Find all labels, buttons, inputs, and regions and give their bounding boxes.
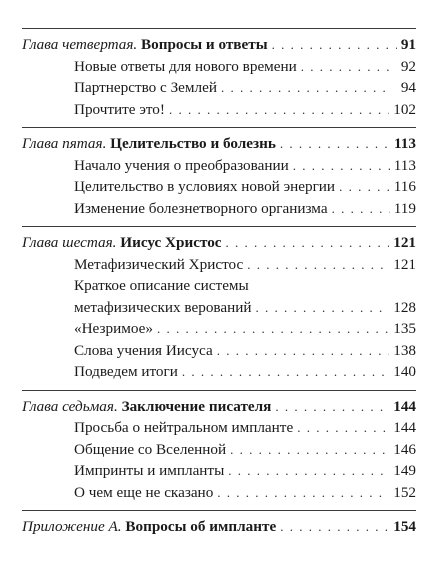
chapter-title: Целительство и болезнь (110, 135, 276, 152)
toc-entry[interactable] (22, 297, 416, 319)
entry-label: Новые ответы для нового времени (74, 57, 297, 75)
chapter-prefix: Глава четвертая. (22, 36, 138, 53)
chapter-page-number: 91 (400, 36, 416, 53)
chapter-title: Вопросы об импланте (125, 518, 277, 535)
leader-dots (293, 155, 390, 177)
chapter-prefix: Глава шестая. (22, 234, 117, 251)
entry-label: Прочтите это! (74, 100, 165, 118)
entry-page-number: 102 (393, 100, 416, 118)
leader-dots (272, 34, 397, 56)
entry-page-number: 152 (393, 483, 416, 501)
toc-entry[interactable] (22, 417, 416, 439)
toc-entry[interactable] (22, 460, 416, 482)
entry-label: Метафизический Христос (74, 255, 244, 273)
chapter-section (22, 390, 416, 511)
entry-page-number: 146 (393, 440, 416, 458)
chapter-label (22, 34, 268, 56)
entry-label: О чем еще не сказано (74, 483, 214, 501)
entry-page-number: 94 (400, 79, 416, 96)
entry-label: Слова учения Иисуса (74, 341, 213, 359)
leader-dots (157, 318, 389, 340)
leader-dots (221, 77, 392, 99)
chapter-label (22, 232, 222, 254)
chapter-heading[interactable] (22, 133, 416, 155)
chapter-label (22, 516, 276, 538)
toc-entry[interactable] (22, 56, 416, 78)
entry-label: Просьба о нейтральном импланте (74, 419, 294, 436)
chapter-heading[interactable] (22, 396, 416, 418)
leader-dots (217, 340, 389, 362)
entry-page-number: 149 (393, 462, 416, 479)
toc-entry[interactable] (22, 482, 416, 504)
entry-page-number: 135 (393, 320, 416, 337)
leader-dots (297, 417, 389, 439)
entry-label: Целительство в условиях новой энергии (74, 178, 336, 195)
entry-page-number: 140 (393, 363, 416, 380)
entry-page-number: 144 (393, 419, 416, 436)
chapter-title: Заключение писателя (121, 397, 272, 415)
appendix-heading[interactable] (22, 516, 416, 538)
table-of-contents (22, 28, 416, 545)
chapter-title: Иисус Христос (120, 234, 222, 251)
leader-dots (228, 460, 389, 482)
chapter-heading[interactable] (22, 34, 416, 56)
chapter-label (22, 133, 276, 155)
entry-label-first-line[interactable]: Краткое описание системы (74, 277, 249, 294)
toc-entry[interactable] (22, 155, 416, 177)
leader-dots (275, 396, 389, 418)
leader-dots (230, 439, 389, 461)
entry-label: Подведем итоги (74, 363, 178, 380)
entry-page-number: 138 (393, 341, 416, 359)
entry-label: метафизических верований (74, 298, 252, 316)
entry-page-number: 113 (393, 156, 416, 174)
entry-page-number: 92 (400, 57, 416, 75)
leader-dots (280, 516, 389, 538)
toc-entry[interactable] (22, 361, 416, 383)
entry-page-number: 121 (393, 255, 416, 273)
toc-entry[interactable] (22, 99, 416, 121)
entry-page-number: 128 (393, 298, 416, 316)
entry-page-number: 119 (393, 199, 416, 217)
chapter-page-number: 121 (393, 234, 416, 251)
leader-dots (169, 99, 389, 121)
chapter-section (22, 28, 416, 127)
chapter-section (22, 226, 416, 390)
chapter-prefix: Приложение А. (22, 518, 122, 535)
toc-entry[interactable] (22, 439, 416, 461)
leader-dots (217, 482, 389, 504)
entry-page-number: 116 (393, 178, 416, 195)
toc-entry[interactable] (22, 198, 416, 220)
toc-entry[interactable] (22, 340, 416, 362)
entry-label: Общение со Вселенной (74, 440, 227, 458)
leader-dots (332, 198, 390, 220)
entry-label: Импринты и импланты (74, 462, 225, 479)
leader-dots (182, 361, 389, 383)
entry-label: Начало учения о преобразовании (74, 156, 289, 174)
chapter-prefix: Глава седьмая. (22, 397, 118, 415)
entry-label: Партнерство с Землей (74, 79, 217, 96)
leader-dots (226, 232, 390, 254)
toc-entry[interactable] (22, 176, 416, 198)
chapter-page-number: 113 (394, 135, 416, 152)
toc-entry[interactable] (22, 254, 416, 276)
leader-dots (339, 176, 390, 198)
chapter-section (22, 127, 416, 226)
leader-dots (280, 133, 390, 155)
leader-dots (247, 254, 389, 276)
chapter-title: Вопросы и ответы (141, 36, 268, 53)
leader-dots (301, 56, 392, 78)
entry-label: «Незримое» (74, 320, 153, 337)
toc-entry[interactable] (22, 77, 416, 99)
chapter-section (22, 510, 416, 545)
toc-entry[interactable] (22, 318, 416, 340)
entry-label: Изменение болезнетворного организма (74, 199, 328, 217)
chapter-page-number: 144 (393, 397, 416, 415)
chapter-prefix: Глава пятая. (22, 135, 107, 152)
chapter-label (22, 396, 271, 418)
chapter-heading[interactable] (22, 232, 416, 254)
chapter-page-number: 154 (393, 518, 416, 535)
leader-dots (256, 297, 390, 319)
